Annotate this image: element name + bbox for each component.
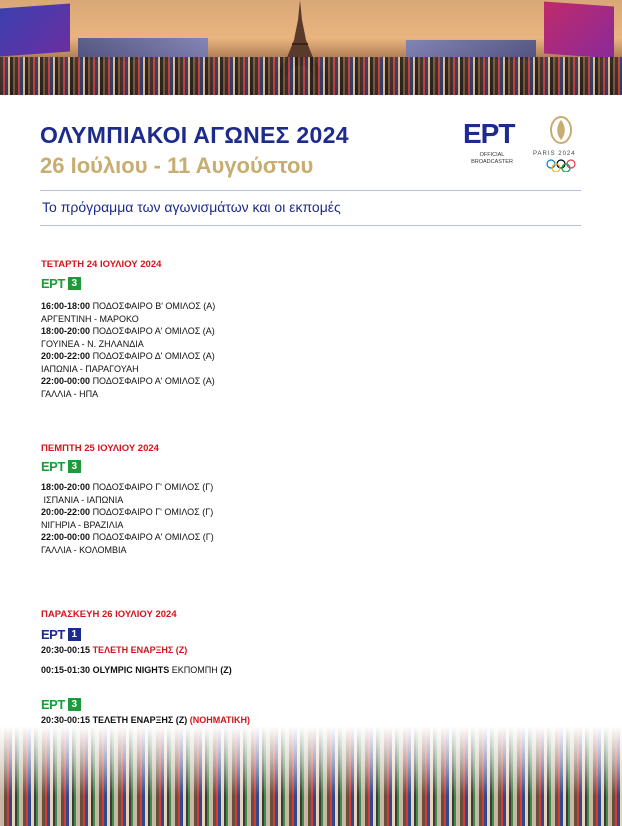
day-heading: ΠΑΡΑΣΚΕΥΗ 26 ΙΟΥΛΙΟΥ 2024 <box>41 609 177 620</box>
crowd <box>0 57 622 95</box>
schedule-entry: 18:00-20:00 ΠΟΔΟΣΦΑΙΡΟ Α' ΟΜΙΛΟΣ (Α) <box>41 326 215 336</box>
schedule-entry: 18:00-20:00 ΠΟΔΟΣΦΑΙΡΟ Γ' ΟΜΙΛΟΣ (Γ) <box>41 482 214 492</box>
channel-name: ΕΡΤ <box>41 276 65 291</box>
channel-name: ΕΡΤ <box>41 627 65 642</box>
match-label: ΓΑΛΛΙΑ - ΗΠΑ <box>41 389 99 399</box>
match-label: ΑΡΓΕΝΤΙΝΗ - ΜΑΡΟΚΟ <box>41 314 139 324</box>
schedule-entry: 00:15-01:30 OLYMPIC NIGHTS ΕΚΠΟΜΠΗ (Ζ) <box>41 665 232 675</box>
schedule-entry: 20:00-22:00 ΠΟΔΟΣΦΑΙΡΟ Δ' ΟΜΙΛΟΣ (Α) <box>41 351 215 361</box>
parc-des-champions-screen-left <box>0 4 70 57</box>
channel-name: ΕΡΤ <box>41 697 65 712</box>
day-heading: ΤΕΤΑΡΤΗ 24 ΙΟΥΛΙΟΥ 2024 <box>41 259 162 270</box>
divider-bottom <box>40 225 581 226</box>
match-label: ΙΑΠΩΝΙΑ - ΠΑΡΑΓΟΥΑΗ <box>41 364 139 374</box>
ert-official-broadcaster: OFFICIAL BROADCASTER <box>471 152 513 165</box>
divider-top <box>40 190 581 191</box>
channel-logo-ert3 <box>41 459 81 474</box>
schedule-entry: 16:00-18:00 ΠΟΔΟΣΦΑΙΡΟ Β' ΟΜΙΛΟΣ (Α) <box>41 301 216 311</box>
match-label: ΓΑΛΛΙΑ - ΚΟΛΟΜΒΙΑ <box>41 545 127 555</box>
schedule-entry: 20:30-00:15 ΤΕΛΕΤΗ ΕΝΑΡΞΗΣ (Ζ) <box>41 645 188 655</box>
channel-number: 3 <box>68 698 81 711</box>
paris-2024-label: PARIS 2024 <box>533 151 576 157</box>
match-label: ΝΙΓΗΡΙΑ - ΒΡΑΖΙΛΙΑ <box>41 520 124 530</box>
match-label: ΙΣΠΑΝΙΑ - ΙΑΠΩΝΙΑ <box>41 495 124 505</box>
header-banner-image <box>0 0 622 95</box>
page-title: ΟΛΥΜΠΙΑΚΟΙ ΑΓΩΝΕΣ 2024 <box>40 122 349 148</box>
channel-number: 1 <box>68 628 81 641</box>
schedule-entry: 20:00-22:00 ΠΟΔΟΣΦΑΙΡΟ Γ' ΟΜΙΛΟΣ (Γ) <box>41 507 214 517</box>
channel-number: 3 <box>68 277 81 290</box>
channel-number: 3 <box>68 460 81 473</box>
channel-logo-ert3 <box>41 697 81 712</box>
page-subtitle: Το πρόγραμμα των αγωνισμάτων και οι εκπομές <box>42 199 341 215</box>
match-label: ΓΟΥΙΝΕΑ - Ν. ΖΗΛΑΝΔΙΑ <box>41 339 144 349</box>
channel-logo-ert3 <box>41 276 81 291</box>
parc-des-champions-screen-right <box>544 2 614 59</box>
footer-crowd-image <box>0 726 622 826</box>
ert-logo: ΕΡΤ <box>463 118 515 149</box>
channel-logo-ert1 <box>41 627 81 642</box>
date-range: 26 Ιούλιου - 11 Αυγούστου <box>40 153 314 178</box>
day-heading: ΠΕΜΠΤΗ 25 ΙΟΥΛΙΟΥ 2024 <box>41 443 159 454</box>
schedule-entry: 20:30-00:15 ΤΕΛΕΤΗ ΕΝΑΡΞΗΣ (Ζ) (ΝΟΗΜΑΤΙΚΗ) <box>41 715 251 725</box>
paris-2024-logo-icon <box>536 116 586 172</box>
schedule-entry: 22:00-00:00 ΠΟΔΟΣΦΑΙΡΟ Α' ΟΜΙΛΟΣ (Γ) <box>41 532 214 542</box>
channel-name: ΕΡΤ <box>41 459 65 474</box>
schedule-entry: 22:00-00:00 ΠΟΔΟΣΦΑΙΡΟ Α' ΟΜΙΛΟΣ (Α) <box>41 376 215 386</box>
